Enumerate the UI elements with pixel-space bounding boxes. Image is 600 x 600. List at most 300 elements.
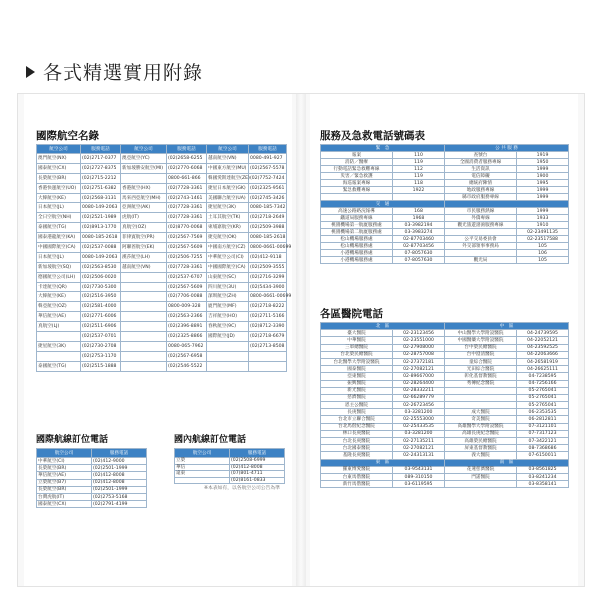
table-row <box>321 351 569 358</box>
table-cell: 05-2765041 <box>517 394 569 401</box>
table-cell: 桃園機場第二航廈服務處 <box>321 229 393 236</box>
table-cell: 119 <box>393 173 445 180</box>
table-cell: 外僑專線 <box>445 215 517 222</box>
table-cell: 查號台 <box>445 152 517 159</box>
intl_airlines-header-cell: 服務電話 <box>167 145 207 154</box>
booking-title: 國際航線訂位電話 <box>36 435 109 445</box>
table-row <box>321 337 569 344</box>
table-cell: 越南航空(VN) <box>207 154 249 164</box>
hospitals-title: 各區醫院電話 <box>320 308 383 320</box>
table-cell: 1999 <box>517 187 569 194</box>
table-cell: 澳門航空(NX) <box>37 154 81 164</box>
table-cell: 04-24739595 <box>517 330 569 337</box>
table-row <box>321 430 569 437</box>
section-subheader: 東 區 <box>321 459 445 466</box>
table-cell: 07-7317123 <box>517 430 569 437</box>
table-row <box>37 154 287 164</box>
table-cell: 02-24313131 <box>393 452 445 459</box>
table-cell <box>121 351 167 361</box>
table-cell: 04-26625111 <box>517 366 569 373</box>
table-cell: 捷星航空(3K) <box>37 341 81 351</box>
table-cell: (02)2567-6958 <box>167 351 207 361</box>
table-row <box>37 262 287 272</box>
table-cell: 07-8057630 <box>393 257 445 264</box>
table-cell: (02)2791-4199 <box>92 501 147 508</box>
section-subheader: 交 通 <box>321 201 445 208</box>
table-cell: 中華航空公司(CI) <box>207 252 249 262</box>
table-cell: (02)2711-5166 <box>249 312 287 322</box>
table-cell: 電信障礙 <box>445 173 517 180</box>
table-cell: 04-23592525 <box>517 344 569 351</box>
table-cell: 山東航空(SC) <box>207 272 249 282</box>
table-cell: 中國國際航空(CA) <box>37 243 81 253</box>
table-row <box>37 351 287 361</box>
emergency-title: 服務及急救電話號碼表 <box>320 130 425 142</box>
table-cell: 02-27908000 <box>393 344 445 351</box>
table-cell: 香港快運航空(UO) <box>37 183 81 193</box>
table-cell <box>207 351 249 361</box>
table-cell: 04-7238595 <box>517 373 569 380</box>
table-cell: (02)2567-5609 <box>167 282 207 292</box>
table-cell: 02-28264400 <box>393 380 445 387</box>
booking-table <box>36 448 147 508</box>
table-cell: 成大醫院 <box>445 409 517 416</box>
table-cell: (02)2568-3131 <box>81 193 121 203</box>
table-row <box>321 330 569 337</box>
table-cell: 03-3281200 <box>393 430 445 437</box>
table-row <box>37 203 287 213</box>
table-cell: 長榮航空(BR) <box>37 486 92 493</box>
table-row <box>321 402 569 409</box>
table-cell: 新竹馬偕醫院 <box>321 481 393 488</box>
table-cell: 柬埔寨航空(KR) <box>207 223 249 233</box>
table-cell: 國泰航空(CX) <box>37 501 92 508</box>
table-cell: (02)2658-6255 <box>167 154 207 164</box>
table-cell: 02-23517588 <box>517 236 569 243</box>
table-cell: 大韓航空(KE) <box>37 292 81 302</box>
table-cell: 韓亞航空(OZ) <box>37 302 81 312</box>
table-cell: (02)2501-1999 <box>92 486 147 493</box>
table-cell: (02)412-8008 <box>92 479 147 486</box>
domestic-note: ※本表如有，以各航空公司公告為準 <box>204 486 280 491</box>
table-row <box>37 252 287 262</box>
table-cell: 118 <box>393 180 445 187</box>
right-page <box>310 94 578 586</box>
table-cell: 公平交易委員會 <box>445 236 517 243</box>
table-row <box>37 332 287 342</box>
intl_airlines-header-cell: 航空公司 <box>37 145 81 154</box>
table-cell: 高雄長庚紀念醫院 <box>445 430 517 437</box>
table-cell: 國泰醫院 <box>321 366 393 373</box>
table-cell: 越南航空(VN) <box>121 262 167 272</box>
table-cell: 報案 <box>321 152 393 159</box>
table-cell: (02)2567-7569 <box>167 233 207 243</box>
table-cell: (02)7752-7424 <box>249 173 287 183</box>
table-cell: 0080-149-2063 <box>81 252 121 262</box>
table-cell: 中國東方航空(MU) <box>207 163 249 173</box>
table-cell: 高雄榮民總醫院 <box>445 438 517 445</box>
table-cell: 地政服務專線 <box>445 187 517 194</box>
table-cell: 06-2812811 <box>517 416 569 423</box>
table-row <box>321 222 569 229</box>
table-cell: 台灣虎航(IT) <box>37 493 92 500</box>
left-page <box>24 94 292 586</box>
table-row <box>321 409 569 416</box>
table-cell: 02-27135211 <box>393 438 445 445</box>
table-row <box>37 486 147 493</box>
table-cell: 香港航空(HX) <box>121 183 167 193</box>
table-cell: 04-22063666 <box>517 351 569 358</box>
section-subheader <box>445 201 569 208</box>
table-cell: 捷星日本航空(GK) <box>207 183 249 193</box>
table-row <box>37 193 287 203</box>
table-cell: 立榮航空(B7) <box>37 479 92 486</box>
table-cell: (02)2751-6382 <box>81 183 121 193</box>
table-cell: 台中澄清醫院 <box>445 351 517 358</box>
table-cell <box>249 361 287 371</box>
section-subheader: 南 區 <box>445 459 569 466</box>
table-cell: 海巡報案專線 <box>321 180 393 187</box>
table-row <box>321 473 569 480</box>
domestic-header-cell: 服務電話 <box>230 449 285 458</box>
table-cell: 國泰航空(CX) <box>37 163 81 173</box>
table-cell: (02)8913-1770 <box>81 223 121 233</box>
table-row <box>37 213 287 223</box>
table-cell: 秀傳紀念醫院 <box>445 380 517 387</box>
table-cell: (02)7730-5300 <box>81 282 121 292</box>
table-cell: (02)2537-0701 <box>81 332 121 342</box>
table-cell: (02)2713-8508 <box>249 341 287 351</box>
table-cell <box>121 312 167 322</box>
table-row <box>321 438 569 445</box>
table-cell: 韓國愛斯達航空(ZE) <box>207 173 249 183</box>
table-cell: 阿聯酋航空(EK) <box>121 243 167 253</box>
table-cell: 門諾醫院 <box>445 473 517 480</box>
book-spread <box>17 93 585 587</box>
table-cell: 03-8241234 <box>517 473 569 480</box>
emergency-table <box>320 144 569 264</box>
table-cell: 07-6150011 <box>517 452 569 459</box>
intl_airlines-header-cell: 航空公司 <box>207 145 249 154</box>
table-cell: 基隆長庚醫院 <box>321 452 393 459</box>
table-cell: 德國航空公司(LH) <box>37 272 81 282</box>
table-cell: 長榮航空(BR) <box>37 465 92 472</box>
table-row <box>175 477 285 484</box>
table-cell: (02)2546-5522 <box>167 361 207 371</box>
table-cell: 中國醫藥大學附設醫院 <box>445 337 517 344</box>
table-cell <box>121 341 167 351</box>
table-cell: (02)2730-2708 <box>81 341 121 351</box>
table-row <box>321 159 569 166</box>
table-row <box>321 466 569 473</box>
table-cell: 花蓮慈濟醫院 <box>445 466 517 473</box>
table-cell: 07-3422121 <box>517 438 569 445</box>
domestic-table <box>174 448 285 484</box>
table-cell: 168 <box>393 208 445 215</box>
table-row <box>321 373 569 380</box>
table-row <box>321 344 569 351</box>
table-cell: (02)8161-0833 <box>230 477 285 484</box>
table-cell: (02)2537-0088 <box>81 243 121 253</box>
table-cell: 0800-0661-00699 <box>249 292 287 302</box>
table-cell: 02-27372181 <box>393 358 445 365</box>
table-row <box>37 322 287 332</box>
table-cell: 02-66289779 <box>393 394 445 401</box>
table-cell: 新加坡勝安航空(MI) <box>121 163 167 173</box>
table-cell: 中國南方航空(CZ) <box>207 243 249 253</box>
table-cell: 02-23551000 <box>393 337 445 344</box>
table-cell: 0800-661-866 <box>167 173 207 183</box>
table-cell <box>121 332 167 342</box>
table-cell: 02-28332211 <box>393 387 445 394</box>
table-cell: 虎航(IT) <box>121 213 167 223</box>
table-cell: 1995 <box>517 180 569 187</box>
table-cell <box>121 173 167 183</box>
table-cell: 華信航空(AE) <box>37 312 81 322</box>
table-row <box>37 479 147 486</box>
table-row <box>37 173 287 183</box>
table-row <box>37 465 147 472</box>
table-cell: 總統府陳情 <box>445 180 517 187</box>
table-row <box>321 358 569 365</box>
table-cell: 1950 <box>517 159 569 166</box>
table-cell: 三軍總醫院 <box>321 344 393 351</box>
table-row <box>321 394 569 401</box>
table-cell: 1900 <box>517 173 569 180</box>
table-cell: (02)7728-3361 <box>167 203 207 213</box>
table-row <box>37 341 287 351</box>
table-row <box>37 501 147 508</box>
table-cell: (02)2753-5168 <box>92 493 147 500</box>
table-row <box>321 387 569 394</box>
table-cell: 觀光局 <box>445 257 517 264</box>
table-cell: 緊急救難專線 <box>321 187 393 194</box>
table-cell: 0080-185-2618 <box>81 233 121 243</box>
book-gutter <box>296 94 306 586</box>
table-cell: 04-7256166 <box>517 380 569 387</box>
table-cell: 捷星航空(3K) <box>207 203 249 213</box>
table-cell: 02-27082121 <box>393 366 445 373</box>
table-cell <box>121 282 167 292</box>
table-cell: 中國國際航空(CA) <box>207 262 249 272</box>
table-cell: 光田綜合醫院 <box>445 366 517 373</box>
table-cell: 1999 <box>517 194 569 201</box>
table-row <box>175 471 285 478</box>
table-cell: 羅東博愛醫院 <box>321 466 393 473</box>
table-cell: 童綜合醫院 <box>445 358 517 365</box>
table-cell <box>121 361 167 371</box>
table-cell: (07)801-4711 <box>230 471 285 478</box>
table-cell: 04-26581919 <box>517 358 569 365</box>
table-cell: (02)2537-6707 <box>167 272 207 282</box>
table-cell: 小港機場服務處 <box>321 257 393 264</box>
table-row <box>321 243 569 250</box>
table-cell: (02)2727-8375 <box>81 163 121 173</box>
table-row <box>37 183 287 193</box>
table-cell: (02)412-9000 <box>92 458 147 465</box>
table-cell: (02)2745-3426 <box>249 193 287 203</box>
table-row <box>37 223 287 233</box>
table-cell: (02)7728-3361 <box>167 262 207 272</box>
table-cell: 捷克航空(OK) <box>207 233 249 243</box>
table-cell: 澳亞航空(YC) <box>121 154 167 164</box>
table-row <box>37 292 287 302</box>
table-cell: 亞東醫院 <box>321 373 393 380</box>
table-cell: 立榮 <box>175 458 230 465</box>
page-title: 各式精選實用附錄 <box>43 62 204 84</box>
table-cell: 中華醫院 <box>321 337 393 344</box>
table-cell: 台東馬偕醫院 <box>321 473 393 480</box>
table-cell: 02-87703460 <box>393 236 445 243</box>
table-cell: 台北醫學大學附設醫院 <box>321 358 393 365</box>
table-cell: 市民服務熱線 <box>445 208 517 215</box>
table-cell: 02-28757008 <box>393 351 445 358</box>
table-cell: 0080-149-2063 <box>81 203 121 213</box>
table-cell: (02)2717-0377 <box>81 154 121 164</box>
table-row <box>321 194 569 201</box>
table-cell: 台北長庚醫院 <box>321 438 393 445</box>
booking-header-cell: 服務電話 <box>92 449 147 458</box>
table-row <box>321 416 569 423</box>
domestic-title: 國內航線訂位電話 <box>174 435 247 445</box>
table-cell: 06-2353535 <box>517 409 569 416</box>
intl_airlines-header-cell: 服務電話 <box>249 145 287 154</box>
table-row <box>321 423 569 430</box>
table-row <box>37 361 287 371</box>
table-cell: 高雄醫學大學附設醫院 <box>445 423 517 430</box>
table-cell: (02)2508-6999 <box>230 458 285 465</box>
table-cell: (02)2715-2212 <box>81 173 121 183</box>
intl-airlines-title: 國際航空名錄 <box>36 130 99 142</box>
table-cell: 義大醫院 <box>445 452 517 459</box>
table-cell: (02)2516-3950 <box>81 292 121 302</box>
table-row <box>321 152 569 159</box>
table-cell: (02)2563-2366 <box>167 312 207 322</box>
table-cell <box>445 229 517 236</box>
table-cell: 0800-0661-00699 <box>249 243 287 253</box>
table-cell: 彰化基督教醫院 <box>445 373 517 380</box>
table-cell: 02-25433535 <box>393 423 445 430</box>
table-cell: 全國消費者服務專線 <box>445 159 517 166</box>
table-cell: 桃園機場第一航廈服務處 <box>321 222 393 229</box>
table-cell: 華信 <box>175 464 230 471</box>
table-cell: 振興醫院 <box>321 380 393 387</box>
table-row <box>321 166 569 173</box>
table-cell: 105 <box>517 257 569 264</box>
table-cell: 高速公路路況報導 <box>321 208 393 215</box>
table-cell: (02)2567-5578 <box>249 163 287 173</box>
intl_airlines-header-cell: 服務電話 <box>81 145 121 154</box>
table-cell: 災害／緊急救護 <box>321 173 393 180</box>
domestic-header-cell: 航空公司 <box>175 449 230 458</box>
hospitals-header-left: 北 區 <box>321 323 445 330</box>
table-row <box>321 257 569 264</box>
table-cell: 08-7368686 <box>517 445 569 452</box>
table-cell: 土耳其航空(TK) <box>207 213 249 223</box>
table-cell: 消防／醫療 <box>321 159 393 166</box>
table-cell: (02)2511-6906 <box>81 322 121 332</box>
table-cell: 菲律賓航空(PR) <box>121 233 167 243</box>
table-cell: 全日空航空(NH) <box>37 213 81 223</box>
table-cell: 1933 <box>517 215 569 222</box>
table-cell: 07-3121101 <box>517 423 569 430</box>
table-row <box>321 250 569 257</box>
table-row <box>321 180 569 187</box>
table-cell: 1910 <box>517 222 569 229</box>
table-cell <box>121 272 167 282</box>
table-cell: 0080-491-927 <box>249 154 287 164</box>
table-cell: 卡達航空(QR) <box>37 282 81 292</box>
table-cell: 03-6119595 <box>393 481 445 488</box>
table-cell: 1968 <box>393 215 445 222</box>
page-header <box>26 58 203 85</box>
table-row <box>321 208 569 215</box>
table-cell: (02)7728-3361 <box>167 183 207 193</box>
table-cell: (02)412-8008 <box>92 472 147 479</box>
intl-airlines-table <box>36 144 292 372</box>
table-cell: 105 <box>517 243 569 250</box>
table-row <box>175 458 285 465</box>
table-cell: 行動電話緊急救難專線 <box>321 166 393 173</box>
table-row <box>37 272 287 282</box>
table-row <box>321 187 569 194</box>
table-cell: 漢莎航空(LH) <box>121 252 167 262</box>
booking-header-cell: 航空公司 <box>37 449 92 458</box>
table-cell: (02)2515-1888 <box>81 361 121 371</box>
table-cell: (02)2509-3555 <box>249 262 287 272</box>
table-cell: 外交部領事事務局 <box>445 243 517 250</box>
table-cell: 台北市立聯合醫院 <box>321 416 393 423</box>
emergency-header-left: 緊 急 <box>321 145 445 152</box>
table-cell: (02)2325-8866 <box>167 332 207 342</box>
table-cell: (02)2506-7255 <box>167 252 207 262</box>
table-cell: 089-310150 <box>393 473 445 480</box>
table-cell <box>445 387 517 394</box>
table-cell <box>207 341 249 351</box>
table-cell: 03-8358141 <box>517 481 569 488</box>
table-cell: 0080-185-7342 <box>249 203 287 213</box>
table-cell: 恩主公醫院 <box>321 402 393 409</box>
table-cell: 深圳航空(ZH) <box>207 292 249 302</box>
table-cell <box>445 394 517 401</box>
table-cell: 縣市政府服務專線 <box>445 194 517 201</box>
table-cell: 02-25553000 <box>393 416 445 423</box>
table-cell: (02)2716-3299 <box>249 272 287 282</box>
table-cell: (02)7728-3361 <box>167 213 207 223</box>
table-cell: (02)2718-2649 <box>249 213 287 223</box>
table-cell: 0800-009-328 <box>167 302 207 312</box>
table-cell: 1919 <box>517 152 569 159</box>
table-row <box>321 173 569 180</box>
table-row <box>37 493 147 500</box>
table-cell: 屏東基督教醫院 <box>445 445 517 452</box>
table-cell: 林口長庚醫院 <box>321 430 393 437</box>
table-cell <box>445 250 517 257</box>
table-cell: (02)5434-3900 <box>249 282 287 292</box>
table-cell <box>249 351 287 361</box>
table-cell: 四川航空(3U) <box>207 282 249 292</box>
table-cell: 台北榮民總醫院 <box>321 351 393 358</box>
table-cell: 國際航空(JD) <box>207 332 249 342</box>
table-cell: 台中榮民總醫院 <box>445 344 517 351</box>
table-cell: 中山醫學大學附設醫院 <box>445 330 517 337</box>
table-row <box>321 445 569 452</box>
table-cell: (02)2501-1999 <box>92 465 147 472</box>
table-cell <box>445 481 517 488</box>
table-cell: 奇美醫院 <box>445 416 517 423</box>
table-cell: 台北馬偕紀念醫院 <box>321 423 393 430</box>
table-cell <box>445 402 517 409</box>
